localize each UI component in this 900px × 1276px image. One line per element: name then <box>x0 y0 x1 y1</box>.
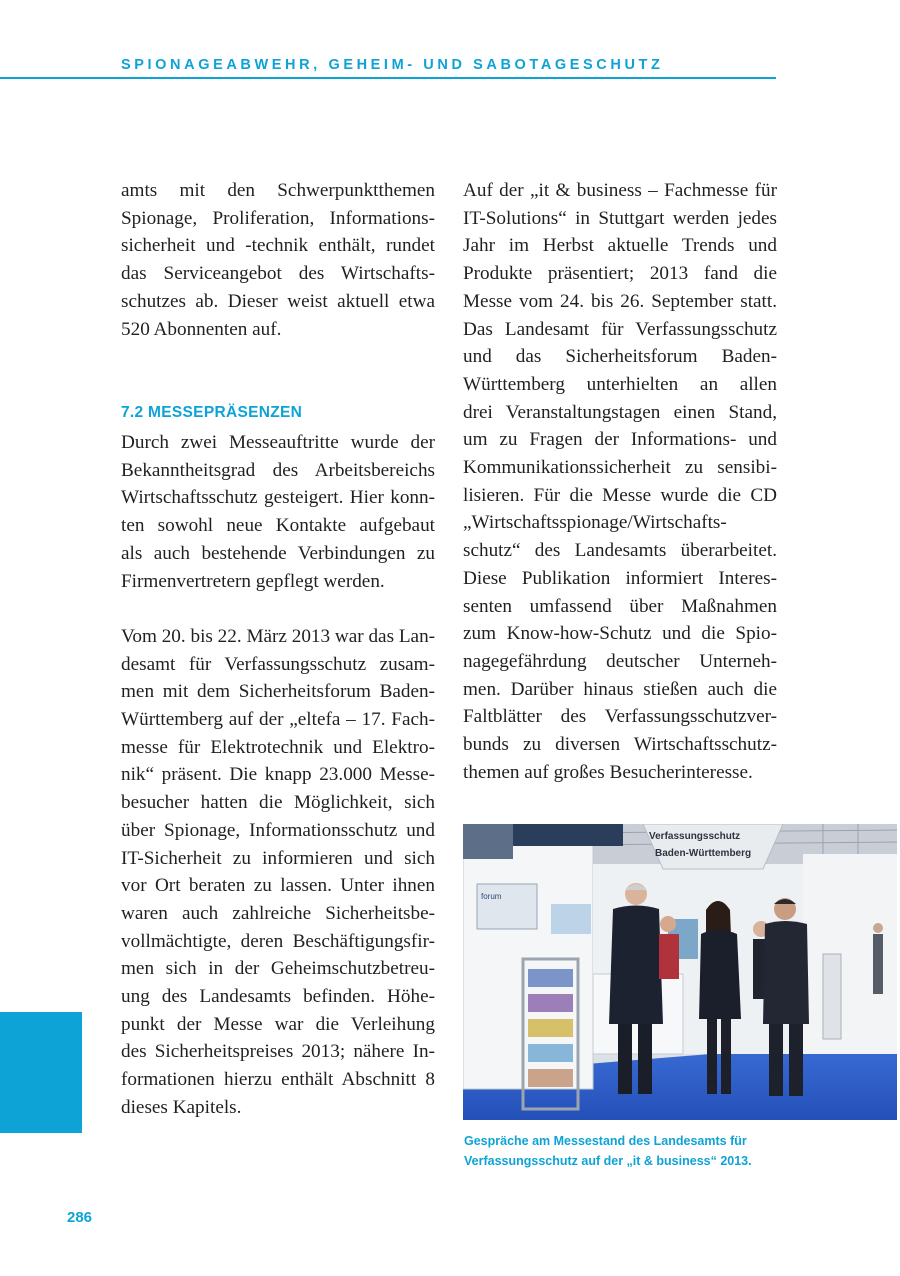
text-line: schutz“ des Landesamts überarbeitet. <box>463 540 777 562</box>
text-line: „Wirtschaftsspionage/Wirtschafts- <box>463 512 727 534</box>
paragraph-trade-fairs <box>121 429 435 595</box>
text-line: amts mit den Schwerpunktthemen <box>121 180 435 201</box>
paragraph-eltefa <box>121 623 435 1122</box>
text-line: men mit dem Sicherheitsforum Baden- <box>121 681 435 703</box>
header-rule <box>0 77 776 79</box>
text-line: senten umfassend über Maßnahmen <box>463 595 777 617</box>
text-line: schutzes ab. Dieser weist aktuell etwa <box>121 290 435 312</box>
text-line: des Sicherheitspreises 2013; nähere In- <box>121 1041 435 1063</box>
text-line: besucher hatten die Möglichkeit, sich <box>121 792 435 814</box>
trade-fair-photo <box>463 824 897 1120</box>
text-line: messe für Elektrotechnik und Elektro- <box>121 736 435 758</box>
text-line: waren auch zahlreiche Sicherheitsbe- <box>121 902 435 924</box>
text-line: ten sowohl neue Kontakte aufgebaut <box>121 515 435 537</box>
text-line: nagegefährdung deutscher Unterneh- <box>463 650 777 672</box>
text-line: und das Sicherheitsforum Baden- <box>463 346 777 368</box>
text-line: vor Ort beraten zu lassen. Unter ihnen <box>121 875 435 897</box>
text-line: punkt der Messe war die Verleihung <box>121 1013 435 1035</box>
caption-line: Gespräche am Messestand des Landesamts für <box>464 1134 747 1148</box>
text-line: Diese Publikation informiert Interes- <box>463 567 777 589</box>
text-line: desamt für Verfassungsschutz zusam- <box>121 653 435 675</box>
text-line: ung des Landesamts befinden. Höhe- <box>121 986 435 1008</box>
text-line: IT-Solutions“ in Stuttgart werden jedes <box>463 207 777 229</box>
right-column <box>463 177 777 786</box>
text-line: Spionage, Proliferation, Informations- <box>121 207 435 229</box>
left-column <box>121 177 435 343</box>
text-line: Vom 20. bis 22. März 2013 war das Lan- <box>121 625 436 647</box>
text-line: Wirtschaftsschutz gesteigert. Hier konn- <box>121 487 435 509</box>
text-line: über Spionage, Informationsschutz und <box>121 819 435 841</box>
text-line: dieses Kapitels. <box>121 1096 242 1118</box>
text-line: formationen hierzu enthält Abschnitt 8 <box>121 1069 435 1091</box>
text-line: men. Darüber hinaus stießen auch die <box>463 678 777 700</box>
text-line: men sich in der Geheimschutzbetreu- <box>121 958 435 980</box>
text-line: IT-Sicherheit zu informieren und sich <box>121 847 435 869</box>
svg-text:Verfassungsschutz: Verfassungsschutz <box>649 831 741 842</box>
text-line: Das Landesamt für Verfassungsschutz <box>463 318 777 340</box>
text-line: lisieren. Für die Messe wurde die CD <box>463 484 777 506</box>
paragraph-it-business <box>463 177 777 786</box>
text-line: Messe vom 24. bis 26. September statt. <box>463 290 777 312</box>
section-heading: 7.2 MESSEPRÄSENZEN <box>121 404 303 421</box>
photo-illustration <box>463 824 897 1120</box>
text-line: vollmächtigte, deren Beschäftigungsfir- <box>121 930 435 952</box>
text-line: Auf der „it & business – Fachmesse für <box>463 180 777 201</box>
text-line: drei Veranstaltungstagen einen Stand, <box>463 401 777 423</box>
caption-line: Verfassungsschutz auf der „it & business“ 2013. <box>464 1154 752 1168</box>
text-line: Bekanntheitsgrad des Arbeitsbereichs <box>121 459 435 481</box>
text-line: Jahr im Herbst aktuelle Trends und <box>463 235 777 257</box>
text-line: 520 Abonnenten auf. <box>121 318 282 340</box>
text-line: nik“ präsent. Die knapp 23.000 Messe- <box>121 764 435 786</box>
brochure-rack <box>523 959 578 1109</box>
left-column-body <box>121 429 435 1122</box>
text-line: als auch bestehende Verbindungen zu <box>121 542 435 564</box>
text-line: Faltblätter des Verfassungsschutzver- <box>463 706 777 728</box>
svg-text:Baden-Württemberg: Baden-Württemberg <box>655 848 752 859</box>
intro-paragraph <box>121 177 435 343</box>
text-line: Firmenvertretern gepflegt werden. <box>121 570 385 592</box>
text-line: Durch zwei Messeauftritte wurde der <box>121 432 435 453</box>
text-line: Württemberg auf der „eltefa – 17. Fach- <box>121 709 435 731</box>
running-header: SPIONAGEABWEHR, GEHEIM- UND SABOTAGESCHUTZ <box>121 57 664 73</box>
text-line: das Serviceangebot des Wirtschafts- <box>121 263 435 285</box>
text-line: Kommunikationssicherheit zu sensibi- <box>463 457 777 479</box>
page-number: 286 <box>67 1209 93 1226</box>
svg-text:forum: forum <box>481 892 502 901</box>
text-line: zum Know-how-Schutz und die Spio- <box>463 623 777 645</box>
text-line: um zu Fragen der Informations- und <box>463 429 777 451</box>
text-line: sicherheit und -technik enthält, rundet <box>121 235 435 257</box>
text-line: Produkte präsentiert; 2013 fand die <box>463 263 777 285</box>
text-line: bunds zu diversen Wirtschaftsschutz- <box>463 734 777 756</box>
side-tab-marker <box>0 1012 82 1133</box>
text-line: themen auf großes Besucherinteresse. <box>463 761 753 783</box>
text-line: Württemberg unterhielten an allen <box>463 373 777 395</box>
booth-sign <box>643 824 783 869</box>
photo-caption <box>464 1131 794 1171</box>
